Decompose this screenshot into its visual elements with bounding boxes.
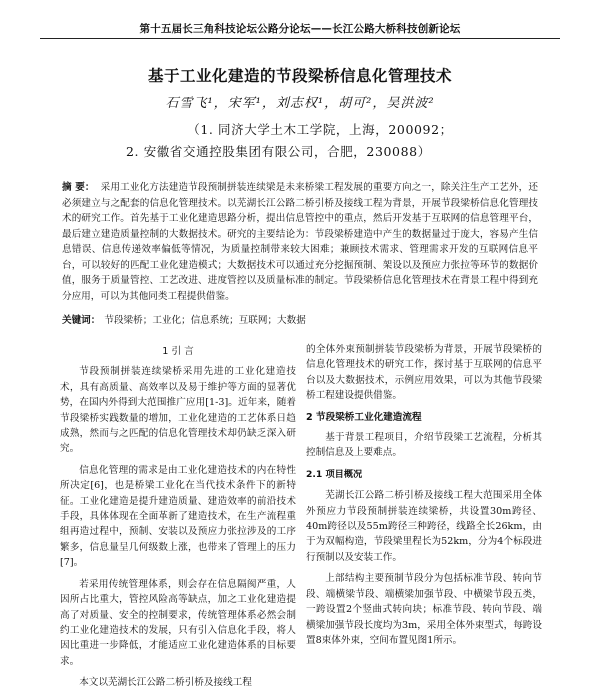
affiliation-2: 2. 安徽省交通控股集团有限公司，合肥，230088）	[126, 144, 431, 159]
left-column	[60, 342, 296, 697]
abstract	[62, 180, 538, 304]
author-list: 石雪飞¹，宋军¹，刘志权¹，胡可²，吴洪波²	[165, 96, 435, 111]
keywords-label: 关键词：	[62, 315, 101, 326]
paragraph: 若采用传统管理体系，则会存在信息隔阂严重，人因所占比重大，管控风险高等缺点，加之工业化建造提高了对质量、安全的控制要求，传统管理体系必然会制约工业化建造技术的发展，只有引入信息化手段，将人因比重进一步降低，才能适应工业化建造体系的目标要求。	[60, 578, 296, 667]
section-1-heading: 1 引 言	[162, 346, 194, 357]
paragraph: 的全体外束预制拼装节段梁桥为背景，开展节段梁桥的信息化管理技术的研究工作，探讨基于互联网的信息平台以及大数据技术，示例应用效果，可以为其他节段梁桥工程建设提供借鉴。	[306, 344, 542, 402]
running-header	[40, 22, 560, 42]
keywords	[62, 312, 538, 326]
running-header-text: 第十五届长三角科技论坛公路分论坛——长江公路大桥科技创新论坛	[139, 23, 461, 35]
abstract-label: 摘 要：	[62, 182, 95, 193]
paragraph: 上部结构主要预制节段分为包括标准节段、转向节段、端横梁节段、端横梁加强节段、中横梁节段五类，一跨设置2个竖曲式转向块；标准节段、转向节段、端横梁加强节段长度均为3m，采用全体外束型式，每跨设置8束体外束，空间布置见图1所示。	[306, 573, 542, 646]
paragraph: 信息化管理的需求是由工业化建造技术的内在特性所决定[6]，也是桥梁工业化在当代技术条件下的新特征。工业化建造是提升建造质量、建造效率的前沿技术手段，具体体现在全面革新了建造技术，在生产流程重组再造过程中，预制、安装以及预应力张拉涉及的工序繁多，信息量呈几何级数上涨，也带来了管理上的压力[7]。	[60, 464, 296, 569]
paragraph: 芜湖长江公路二桥引桥及接线工程大范围采用全体外预应力节段预制拼装连续梁桥，共设置30m跨径、40m跨径以及55m跨径三种跨径，线路全长26km，由于为双幅构造，节段梁里程长为52km，分为4个标段进行预制以及安装工作。	[306, 490, 542, 563]
header-rule	[40, 38, 560, 39]
abstract-text: 采用工业化方法建造节段预制拼装连续梁是未来桥梁工程发展的重要方向之一，除关注生产工艺外，还必须建立与之配套的信息化管理技术。以芜湖长江公路二桥引桥及接线工程为背景，开展节段梁桥信息化管理技术的研究工作。首先基于工业化建造思路分析，提出信息管控中的重点，然后开发基于互联网的信息管理平台，最后建立建造质量控制的大数据技术。研究的主要结论为：节段梁桥建造中产生的数据量过于庞大，容易产生信息错误、信息传递效率偏低等情况，为质量控制带来较大困难；兼顾技术需求、管理需求开发的互联网信息平台，可以较好的匹配工业化建造模式；大数据技术可以通过充分挖掘预制、架设以及预应力张拉等环节的数据价值，服务于质量管控、工艺改进、进度管控以及质量标准的制定。节段梁桥信息化管理技术在背景工程中得到充分应用，可以为其他同类工程提供借鉴。	[62, 182, 539, 302]
right-column	[306, 342, 542, 654]
paragraph: 基于背景工程项目，介绍节段梁工艺流程，分析其控制信息及上要难点。	[306, 432, 542, 459]
subsection-2-1-heading: 2.1 项目概况	[306, 468, 363, 480]
paper-title: 基于工业化建造的节段梁桥信息化管理技术	[147, 67, 452, 85]
keywords-text: 节段梁桥；工业化；信息系统；互联网；大数据	[104, 315, 306, 326]
paragraph: 节段预制拼装连续梁桥采用先进的工业化建造技术，具有高质量、高效率以及易于维护等方面的显著优势，在国内外得到大范围推广应用[1-3]。近年来，随着节段梁桥实践数量的增加，工业化建造的工艺体系日趋成熟，然而与之匹配的信息化管理技术却仍缺乏深入研究。	[60, 366, 296, 455]
affiliation-1: （1. 同济大学土木工学院，上海，200092；	[187, 122, 453, 137]
paragraph: 本文以芜湖长江公路二桥引桥及接线工程	[79, 677, 252, 689]
section-2-heading: 2 节段梁桥工业化建造流程	[306, 411, 422, 423]
